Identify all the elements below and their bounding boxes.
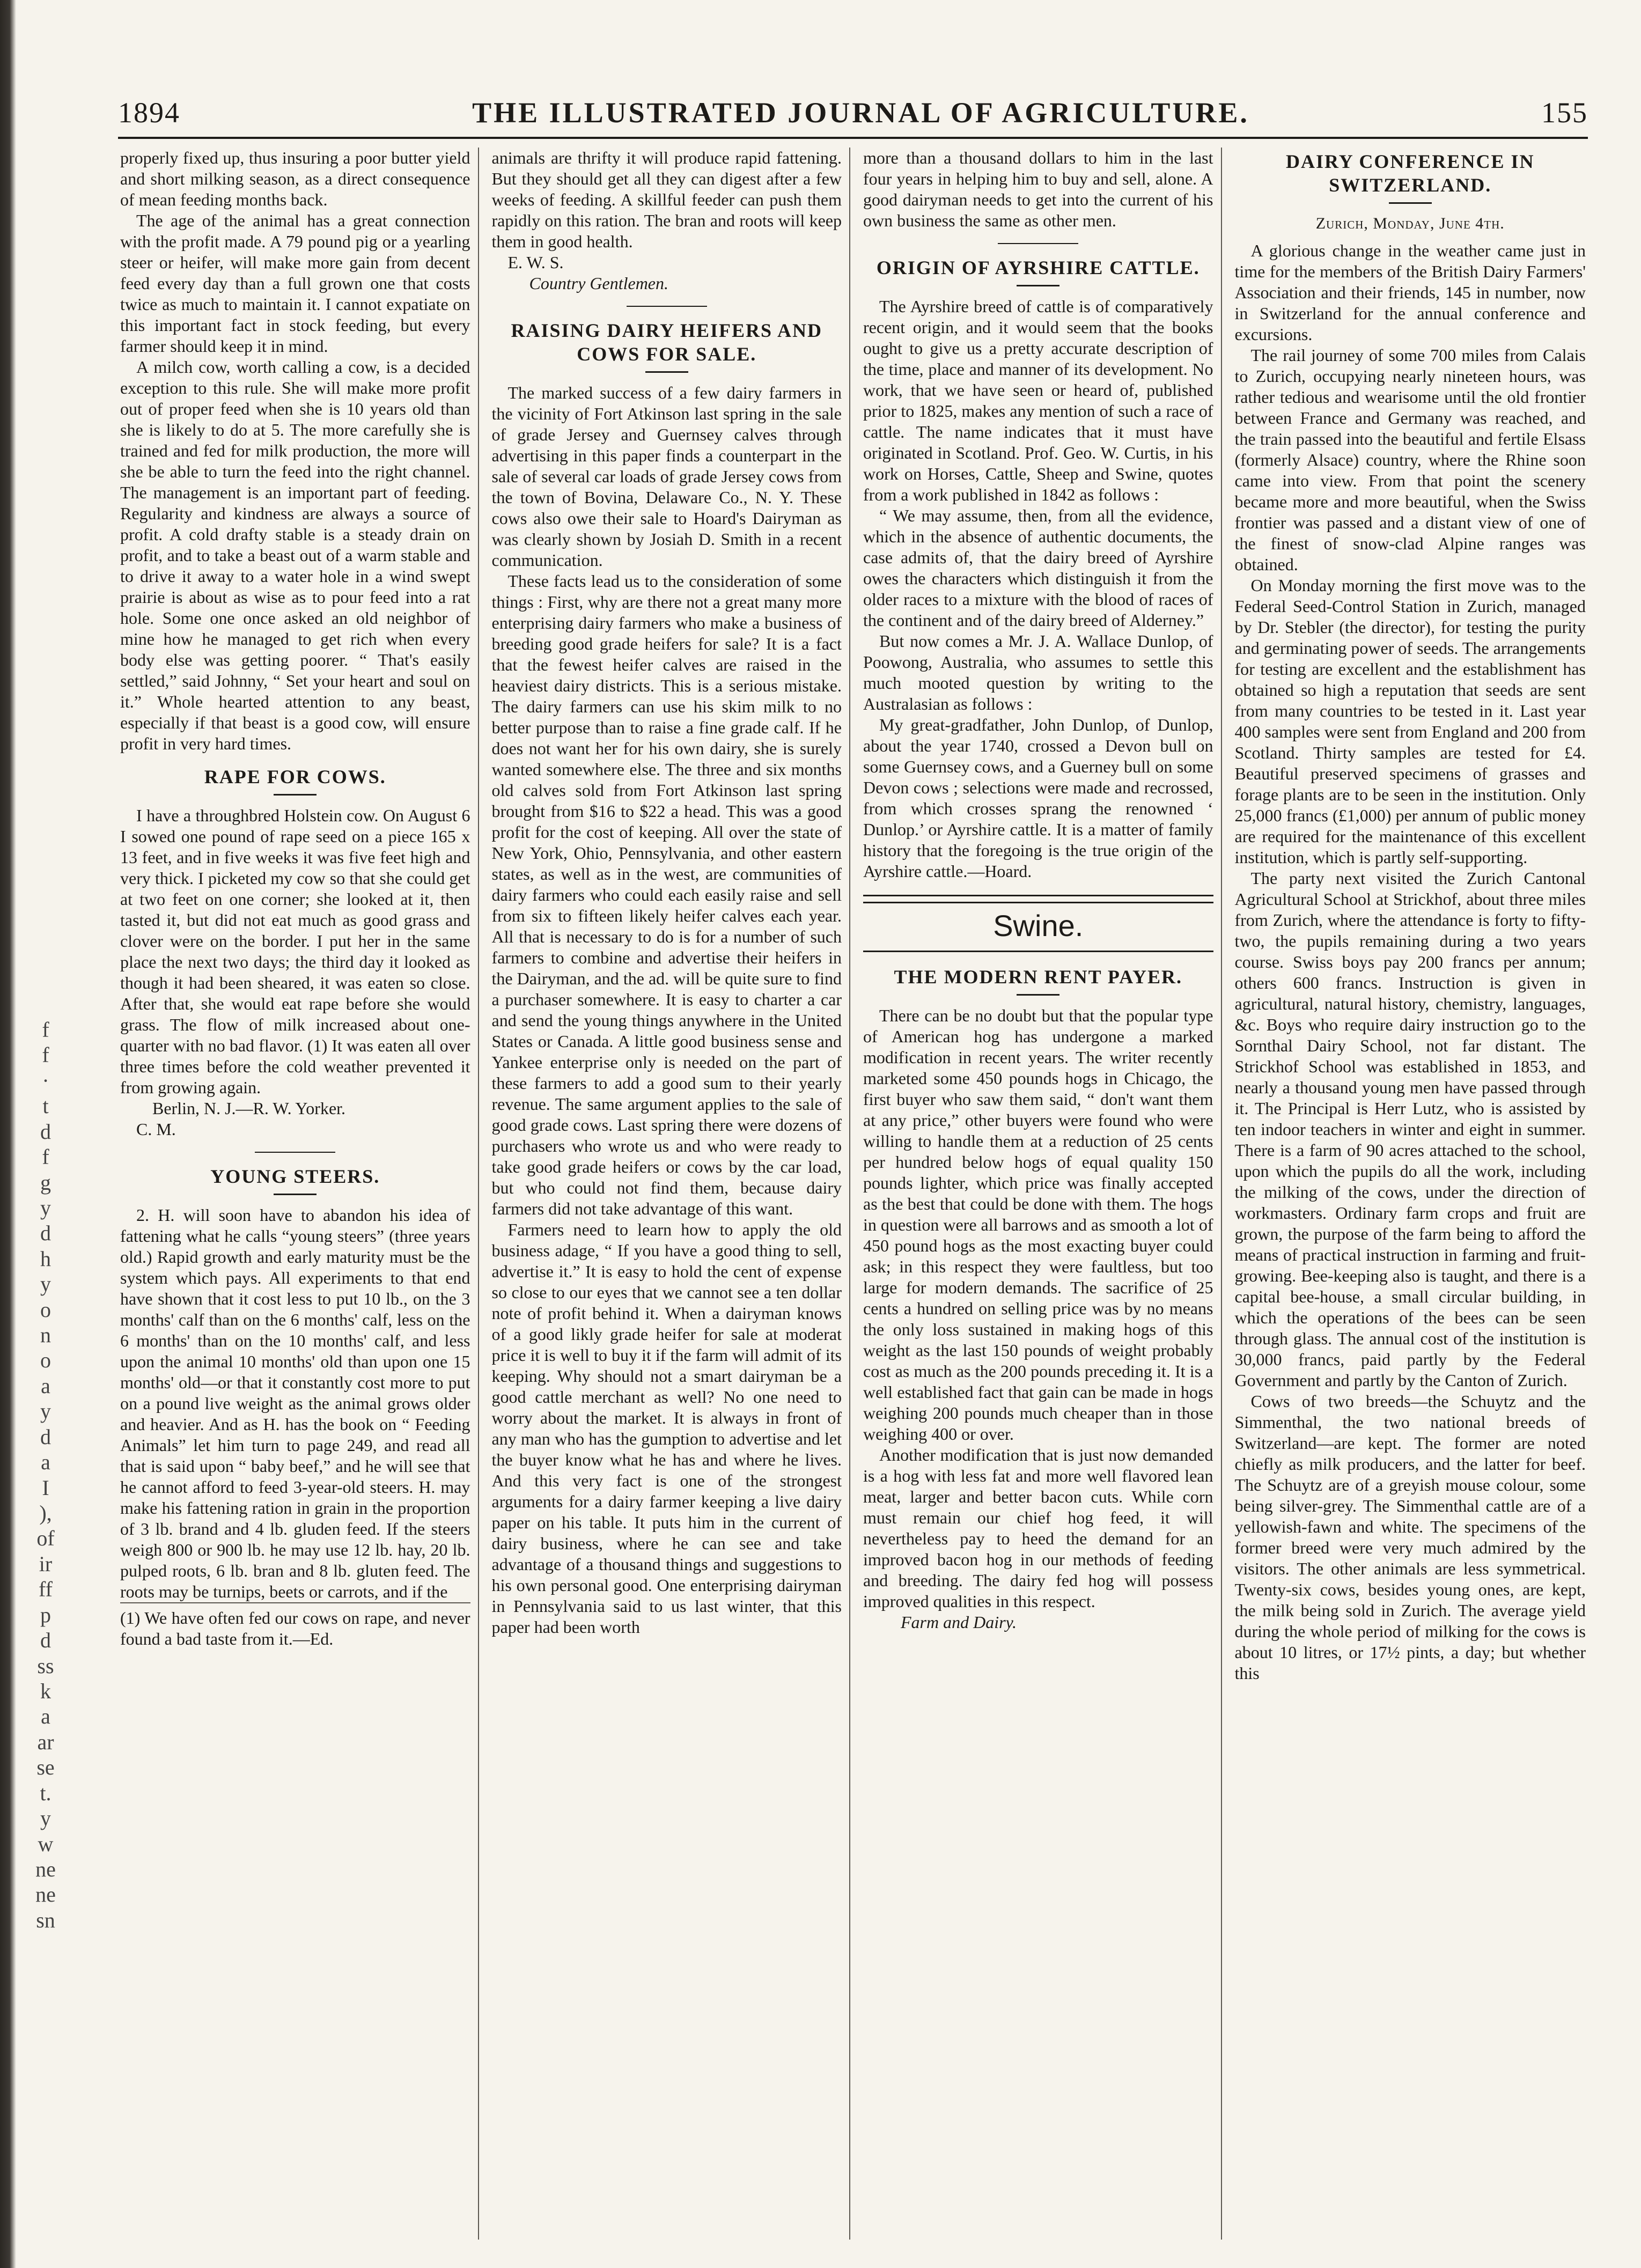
- paragraph: A glorious change in the weather came just in time for the members of the British Dairy Farmers' Association and their friends, 145 in number, now in Switzerland for the annual conference and excursions.: [1234, 241, 1586, 344]
- margin-letter: d: [40, 1424, 51, 1449]
- margin-letter: ss: [37, 1653, 54, 1678]
- margin-letter: a: [41, 1450, 50, 1475]
- divider: [1017, 285, 1059, 286]
- section-heading-swine: Swine.: [993, 909, 1084, 942]
- dateline: Zurich, Monday, June 4th.: [1315, 215, 1505, 232]
- margin-letter: ·: [42, 1068, 49, 1093]
- margin-letter: t: [42, 1094, 49, 1118]
- divider: [1017, 994, 1059, 996]
- paragraph: The marked success of a few dairy farmers in the vicinity of Fort Atkinson last spring in the sale of grade Jersey and Guernsey calves through advertising in this paper finds a counterpart in the sale of several car loads of grade Jersey cows from the town of Bovina, Delaware Co., N. Y. These cows also owe their sale to Hoard's Dairyman as was clearly shown by Josiah D. Smith in a recent communication.: [491, 383, 842, 570]
- margin-letter: h: [40, 1246, 51, 1271]
- paragraph: Farmers need to learn how to apply the old business adage, “ If you have a good thing to sell, advertise it.” It is easy to hold the cent of expense so close to our eyes that we cannot see a ten dollar note of profit behind it. When a dairyman knows of a good likly grade heifer for sale at moderat price it is well to buy it if the farm will admit of its keeping. Why should not a smart dairyman be a good cattle merchant as well? No one need to worry about the market. It is always in front of any man who has the gumption to advertise and let the buyer know what he has and where he lives. And this very fact is one of the strongest arguments for a dairy farmer keeping a live dairy paper on his table. It puts him in the current of dairy business, where he can see and take advantage of a thousand things and suggestions to his own personal good. One enterprising dairyman in Pennsylvania said to us last winter, that this paper had been worth: [491, 1220, 842, 1637]
- column-4: [1227, 148, 1594, 2240]
- divider: [274, 1194, 317, 1195]
- paragraph: There can be no doubt but that the popular type of American hog has undergone a marked modification in recent years. The writer recently marketed some 450 pounds hogs in Chicago, the first buyer who saw them said, “ don't want them at any price,” other buyers were found who were willing to handle them at a reduction of 25 cents per hundred below hogs of equal quality 150 pounds lighter, which price was finally accepted as the best that could be done with them. The hogs in question were all barrows and as smooth a lot of 450 pound hogs as the most exacting buyer could ask; in this respect they were faultless, but too large for modern demands. The sacrifice of 25 cents a hundred on selling price was by no means the only loss sustained in making hogs of this weight as the last 150 pounds of weight probably cost as much as the 200 pounds preceding it. It is a well established fact that gain can be made in hogs weighing 200 pounds much cheaper than in those weighing 400 or over.: [863, 1006, 1213, 1444]
- article-heading-raising-dairy-heifers: RAISING DAIRY HEIFERS AND COWS FOR SALE.: [511, 320, 822, 365]
- margin-letter: w: [38, 1831, 54, 1856]
- margin-letter: d: [40, 1628, 51, 1653]
- paragraph: 2. H. will soon have to abandon his idea of fattening what he calls “young steers” (three years old.) Rapid growth and early maturity must be the system which pays. All experiments to that end have shown that it cost less to put 10 lb., on the 3 months' calf than on the 6 months' calf, less on the 6 months' than on the 10 months' calf, and less upon the animal 10 months' old than upon one 15 months' old—or that it constantly cost more to put on a pound live weight as the animal grows older and heavier. And as H. has the book on “ Feeding Animals” let him turn to page 249, and read all that is said upon “ baby beef,” and he will see that he cannot afford to feed 3-year-old steers. H. may make his fattening ration in grain in the proportion of 3 lb. brand and 4 lb. gluden feed. If the steers weigh 800 or 900 lb. he may use 12 lb. hay, 20 lb. pulped roots, 6 lb. bran and 8 lb. gluten feed. The roots may be turnips, beets or carrots, and if the: [120, 1205, 470, 1601]
- signature: C. M.: [136, 1120, 176, 1139]
- margin-letter: y: [40, 1272, 51, 1297]
- paragraph: Cows of two breeds—the Schuytz and the Simmenthal, the two national breeds of Switzerland—are kept. The former are noted chiefly as milk producers, and the latter for beef. The Schuytz are of a greyish mouse colour, some being silver-grey. The Simmenthal cattle are of a yellowish-fawn and white. The specimens of the former breed were very much admired by the visitors. The other animals are less symmetrical. Twenty-six cows, besides young ones, are kept, the milk being sold in Zurich. The average yield during the whole period of milking for the cows is about 10 litres, or 17½ pints, a day; but whether this: [1234, 1391, 1586, 1683]
- margin-letter: I: [42, 1475, 49, 1500]
- margin-letter: a: [41, 1373, 50, 1398]
- source-credit: Farm and Dairy.: [901, 1612, 1017, 1632]
- header-year: 1894: [118, 97, 180, 129]
- paragraph: My great-gradfather, John Dunlop, of Dunlop, about the year 1740, crossed a Devon bull on some Guernsey cows, and a Guerney bull on some Devon cows ; selections were made and recrossed, from which crosses sprang the renowned ‘ Dunlop.’ or Ayrshire cattle. It is a matter of family history that the foregoing is the true origin of the Ayrshire cattle.—Hoard.: [863, 715, 1213, 881]
- article-heading-origin-of-ayrshire-cattle: ORIGIN OF AYRSHIRE CATTLE.: [876, 257, 1200, 278]
- margin-letter: ne: [35, 1857, 56, 1881]
- paragraph: A milch cow, worth calling a cow, is a decided exception to this rule. She will make more profit out of proper feed when she is 10 years old than she is likely to do at 5. The more carefully she is trained and fed for milk production, the more will she be able to turn the feed into the right channel. The management is an important part of feeding. Regularity and kindness are always a source of profit. A cold drafty stable is a steady drain on profit, and to take a beast out of a warm stable and to drive it away to a water hole in a wind swept prairie is about as wise as to pour feed into a rat hole. Some one once asked an old neighbor of mine how he managed to get rich when every body else was getting poorer. “ That's easily settled,” said Johnny, “ Set your heart and soul on it.” Whole hearted attention to any beast, especially if that beast is a good cow, will ensure profit in very hard times.: [120, 357, 470, 753]
- margin-letter: of: [36, 1526, 55, 1551]
- footnote: (1) We have often fed our cows on rape, and never found a bad taste from it.—Ed.: [120, 1602, 470, 1650]
- divider: [255, 1152, 335, 1153]
- article-columns: [113, 148, 1593, 2240]
- section-rule: [863, 895, 1213, 903]
- article-heading-rape-for-cows: RAPE FOR COWS.: [204, 766, 386, 787]
- margin-letter: f: [42, 1043, 49, 1067]
- paragraph: properly fixed up, thus insuring a poor butter yield and short milking season, as a direct consequence of mean feeding months back.: [120, 148, 470, 209]
- binding-edge: [0, 0, 16, 2268]
- section-rule: [863, 951, 1213, 954]
- page-header: [118, 91, 1588, 134]
- column-2: [484, 148, 851, 2240]
- margin-letter: o: [40, 1297, 51, 1322]
- margin-letter: o: [40, 1348, 51, 1373]
- signature: E. W. S.: [507, 253, 564, 272]
- paragraph: Another modification that is just now demanded is a hog with less fat and more well flavored lean meat, larger and better bacon cuts. While corn must remain our chief hog feed, it will nevertheless pay to heed the demand for an improved bacon hog in our methods of feeding and breeding. The dairy fed hog will possess improved qualities in this respect.: [863, 1445, 1213, 1611]
- margin-letter: y: [40, 1399, 51, 1424]
- divider: [274, 794, 317, 796]
- source-credit: Country Gentlemen.: [529, 274, 668, 293]
- journal-title: THE ILLUSTRATED JOURNAL OF AGRICULTURE.: [472, 97, 1249, 129]
- article-heading-dairy-conference: DAIRY CONFERENCE IN SWITZERLAND.: [1286, 151, 1535, 196]
- margin-letter: ne: [35, 1882, 56, 1907]
- paragraph: I have a throughbred Holstein cow. On August 6 I sowed one pound of rape seed on a piece 165 x 13 feet, and in five weeks it was five feet high and very thick. I picketed my cow so that she could get at two feet on one corner; she looked at it, then tasted it, but did not eat much as good grass and clover were on the border. I put her in the same place the next two days; the third day it looked as though it had been sheared, it was eaten so close. After that, she would eat rape before she would grass. The flow of milk increased about one-quarter with no bad flavor. (1) It was eaten all over three times before the cold weather prevented it from growing again.: [120, 806, 470, 1097]
- column-1: [113, 148, 479, 2240]
- divider: [998, 243, 1078, 244]
- article-heading-young-steers: YOUNG STEERS.: [210, 1166, 380, 1187]
- divider: [1389, 202, 1432, 204]
- margin-letter: ),: [39, 1501, 52, 1526]
- paragraph: The rail journey of some 700 miles from Calais to Zurich, occupying nearly nineteen hours, was rather tedious and wearisome until the old frontier between France and Germany was reached, and the train passed into the beautiful and fertile Elsass (formerly Alsace) country, where the Rhine soon came into view. From that point the scenery became more and more beautiful, when the Swiss frontier was passed and a distant view of one of the finest of snow-clad Alpine ranges was obtained.: [1234, 345, 1586, 574]
- column-3: [856, 148, 1222, 2240]
- margin-letter: g: [40, 1170, 51, 1195]
- margin-letter: f: [42, 1018, 49, 1042]
- paragraph: But now comes a Mr. J. A. Wallace Dunlop, of Poowong, Australia, who assumes to settle this much mooted question by writing to the Australasian as follows :: [863, 631, 1213, 713]
- paragraph: The party next visited the Zurich Cantonal Agricultural School at Strickhof, about three miles from Zurich, where the attendance is forty to fifty-two, the pupils remaining during a two years course. Swiss boys pay 200 francs per annum; others 600 francs. Instruction is given in agricultural, natural history, chemistry, languages, &c. Boys who require dairy instruction go to the Sornthal Dairy School, not far distant. The Strickhof School was established in 1853, and nearly a thousand young men have passed through it. The Principal is Herr Lutz, who is assisted by ten indoor teachers in winter and eight in summer. There is a farm of 90 acres attached to the school, upon which the pupils do all the work, including the milking of the cows, under the direction of workmasters. Ordinary farm crops and fruit are grown, the purpose of the farm being to afford the means of practical instruction in farming and fruit-growing. Bee-keeping also is taught, and there is a capital bee-house, a small circular building, in which the operations of the bees can be seen through glass. The annual cost of the institution is 30,000 francs, paid partly by the Federal Government and partly by the Canton of Zurich.: [1234, 868, 1586, 1390]
- page-number: 155: [1541, 97, 1588, 129]
- margin-letter: d: [40, 1221, 51, 1246]
- margin-letter: sn: [36, 1908, 55, 1932]
- margin-letter: y: [40, 1806, 51, 1831]
- margin-letter: y: [40, 1195, 51, 1220]
- margin-letter: n: [40, 1323, 51, 1347]
- margin-letter: a: [41, 1704, 50, 1729]
- margin-letter: ir: [39, 1551, 53, 1576]
- signature: Berlin, N. J.—R. W. Yorker.: [152, 1099, 346, 1118]
- margin-letter: ar: [37, 1729, 54, 1754]
- margin-letter: ff: [39, 1577, 53, 1602]
- paragraph: These facts lead us to the consideration of some things : First, why are there not a great many more enterprising dairy farmers who make a business of breeding good grade heifers for sale? It is a fact that the fewest heifer calves are raised in the heaviest dairy districts. This is a serious mistake. The dairy farmers can use his skim milk to no better purpose than to raise a fine grade calf. If he does not want her for his own dairy, she is surely wanted somewhere else. The three and six months old calves sold from Fort Atkinson last spring brought from $16 to $22 a head. This was a good profit for the cost of keeping. All over the state of New York, Ohio, Pennsylvania, and other eastern states, as well as in the west, are communities of dairy farmers who could each easily raise and sell from six to fifteen likely heifer calves each year. All that is necessary to do is for a number of such farmers to combine and advertise their heifers in the Dairyman, and the ad. will be quite sure to find a purchaser somewhere. It is easy to charter a car and send the young things anywhere in the United States or Canada. A little good business sense and Yankee enterprise only is needed on the part of these farmers to add a good sum to their yearly revenue. The same argument applies to the sale of good grade cows. Last spring there were dozens of purchasers who wrote us and who were ready to take good grade heifers or cows by the car load, but who could not find them, because dairy farmers did not take advantage of this want.: [491, 571, 842, 1218]
- paragraph: The Ayrshire breed of cattle is of comparatively recent origin, and it would seem that the books ought to give us a pretty accurate description of the time, place and manner of its development. No work, that we have seen or heard of, published prior to 1825, makes any mention of such a race of cattle. The name indicates that it must have originated in Scotland. Prof. Geo. W. Curtis, in his work on Horses, Cattle, Sheep and Swine, quotes from a work published in 1842 as follows :: [863, 297, 1213, 504]
- paragraph: The age of the animal has a great connection with the profit made. A 79 pound pig or a yearling steer or heifer, will make more gain from decent feed every day than a full grown one that costs twice as much to maintain it. I cannot expatiate on this important fact in stock feeding, but every farmer should keep it in mind.: [120, 211, 470, 356]
- divider: [627, 306, 707, 307]
- paragraph: animals are thrifty it will produce rapid fattening. But they should get all they can digest after a few weeks of feeding. A skillful feeder can push them rapidly on this ration. The bran and roots will keep them in good health.: [491, 148, 842, 251]
- left-margin-bleed: [30, 1019, 62, 1931]
- paragraph: On Monday morning the first move was to the Federal Seed-Control Station in Zurich, managed by Dr. Stebler (the director), for testing the purity and germinating power of seeds. The arrangements for testing are excellent and the establishment has obtained so high a reputation that seeds are sent from many countries to be tested in it. Last year 400 samples were sent from England and 200 from Scotland. Thirty samples are tested for £4. Beautiful preserved specimens of grasses and forage plants are to be seen in the institution. Only 25,000 francs (£1,000) per annum of public money are required for the maintenance of this excellent institution, which is partly self-supporting.: [1234, 576, 1586, 867]
- margin-letter: t.: [40, 1780, 51, 1805]
- margin-letter: d: [40, 1119, 51, 1144]
- header-rule: [118, 137, 1588, 139]
- paragraph: “ We may assume, then, from all the evidence, which in the absence of authentic documents, the case admits of, that the dairy breed of Ayrshire owes the characters which distinguish it from the older races to a mixture with the blood of races of the continent and of the dairy breed of Alderney.”: [863, 506, 1213, 630]
- divider: [645, 371, 688, 373]
- margin-letter: k: [40, 1678, 51, 1703]
- margin-letter: f: [42, 1145, 49, 1169]
- paragraph: more than a thousand dollars to him in the last four years in helping him to buy and sell, alone. A good dairyman needs to get into the current of his own business the same as other men.: [863, 148, 1213, 230]
- margin-letter: se: [36, 1755, 55, 1780]
- article-heading-modern-rent-payer: THE MODERN RENT PAYER.: [894, 966, 1182, 988]
- margin-letter: p: [40, 1602, 51, 1627]
